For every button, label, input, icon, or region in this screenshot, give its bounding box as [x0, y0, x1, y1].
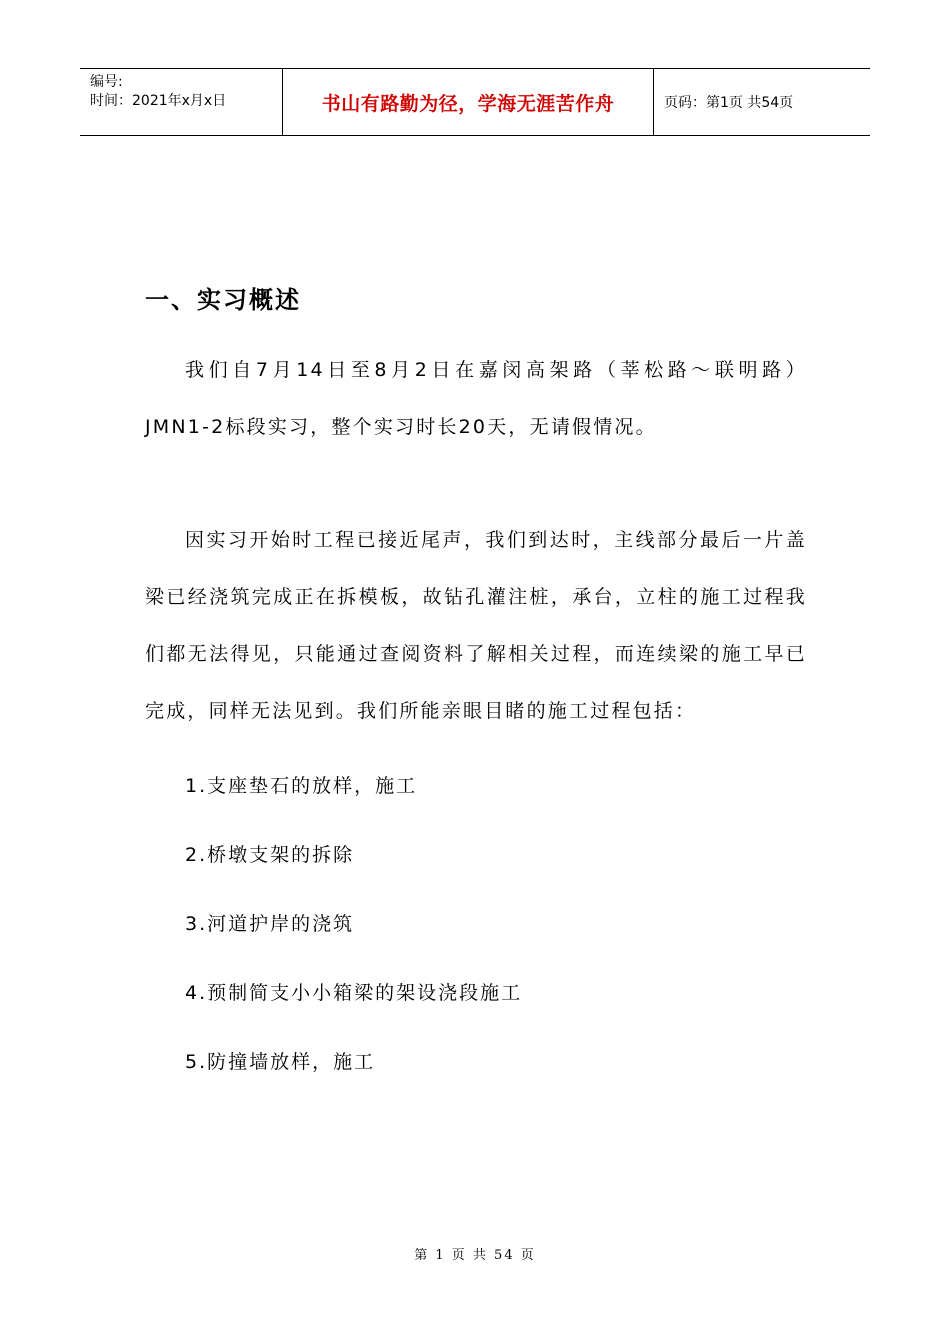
header-meta: [80, 69, 282, 135]
paragraph-process: 因实习开始时工程已接近尾声，我们到达时，主线部分最后一片盖梁已经浇筑完成正在拆模板，故钻孔灌注桩，承台，立柱的施工过程我们都无法得见，只能通过查阅资料了解相关过程，而连续梁的施工早已完成，同样无法见到。我们所能亲眼目睹的施工过程包括：: [145, 529, 807, 722]
document-body: [145, 272, 807, 1097]
page-footer: 第 1 页 共 54 页: [414, 1248, 536, 1263]
document-number-label: 编号:: [90, 74, 123, 90]
header-page-info: 页码：第1页 共54页: [664, 95, 794, 111]
list-item: 4.预制简支小小箱梁的架设浇段施工: [185, 982, 523, 1004]
list-item: 3.河道护岸的浇筑: [185, 913, 355, 935]
process-list: [145, 752, 807, 1097]
list-item: 5.防撞墙放样，施工: [185, 1051, 376, 1073]
paragraph-overview: 我们自7月14日至8月2日在嘉闵高架路（莘松路～联明路）JMN1-2标段实习，整个实习时长20天，无请假情况。: [145, 359, 807, 438]
list-item: 1.支座垫石的放样，施工: [185, 775, 418, 797]
document-date: 时间：2021年x月x日: [90, 93, 227, 109]
header-motto: 书山有路勤为径，学海无涯苦作舟: [282, 69, 654, 135]
list-item: 2.桥墩支架的拆除: [185, 844, 355, 866]
header-table: [80, 68, 870, 136]
section-title: 一、实习概述: [145, 286, 301, 314]
